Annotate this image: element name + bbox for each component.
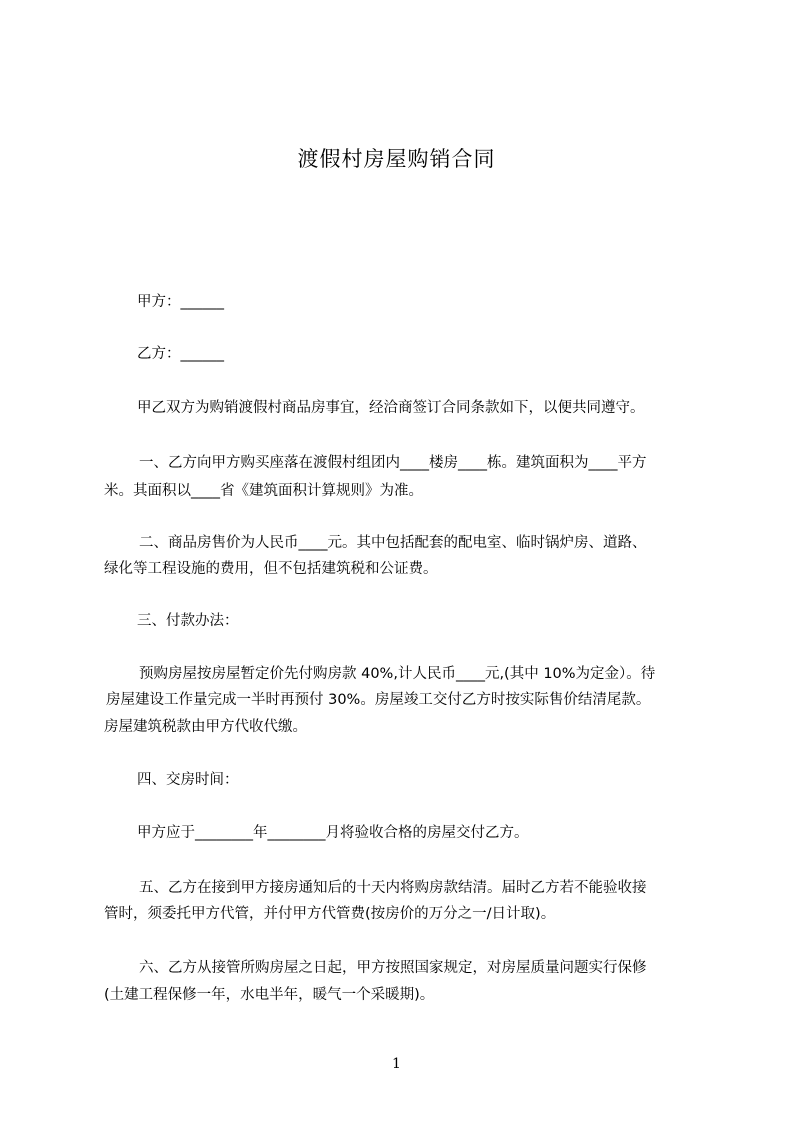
clause-2-line-2: 绿化等工程设施的费用，但不包括建筑税和公证费。 <box>104 561 438 577</box>
clause-6-line-1: 六、乙方从接管所购房屋之日起，甲方按照国家规定，对房屋质量问题实行保修 <box>139 960 647 976</box>
clause-1-line-1: 一、乙方向甲方购买座落在渡假村组团内____楼房____栋。建筑面积为____平方 <box>139 455 647 471</box>
intro-paragraph: 甲乙双方为购销渡假村商品房事宜，经洽商签订合同条款如下，以便共同遵守。 <box>137 400 645 416</box>
party-b-line: 乙方：______ <box>137 346 224 362</box>
clause-6-line-2: (土建工程保修一年，水电半年，暖气一个采暖期)。 <box>104 987 435 1003</box>
clause-1-line-2: 米。其面积以____省《建筑面积计算规则》为准。 <box>104 483 423 499</box>
clause-5-line-1: 五、乙方在接到甲方接房通知后的十天内将购房款结清。届时乙方若不能验收接 <box>139 880 647 896</box>
clause-5-line-2: 管时，须委托甲方代管，并付甲方代管费(按房价的万分之一/日计取)。 <box>104 906 556 922</box>
clause-3-heading: 三、付款办法： <box>137 613 239 629</box>
party-a-line: 甲方：______ <box>137 294 224 310</box>
page-number: 1 <box>392 1056 401 1072</box>
clause-3-line-1: 预购房屋按房屋暂定价先付购房款 40%,计人民币____元,(其中 10%为定金）。待 <box>139 666 656 682</box>
clause-4-line-1: 甲方应于________年________月将验收合格的房屋交付乙方。 <box>137 825 529 841</box>
clause-2-line-1: 二、商品房售价为人民币____元。其中包括配套的配电室、临时锅炉房、道路、 <box>139 535 647 551</box>
clause-4-heading: 四、交房时间： <box>137 772 239 788</box>
clause-3-line-3: 房屋建筑税款由甲方代收代缴。 <box>104 719 307 735</box>
clause-3-line-2: 房屋建设工作量完成一半时再预付 30%。房屋竣工交付乙方时按实际售价结清尾款。 <box>106 692 651 708</box>
document-title: 渡假村房屋购销合同 <box>297 147 496 171</box>
